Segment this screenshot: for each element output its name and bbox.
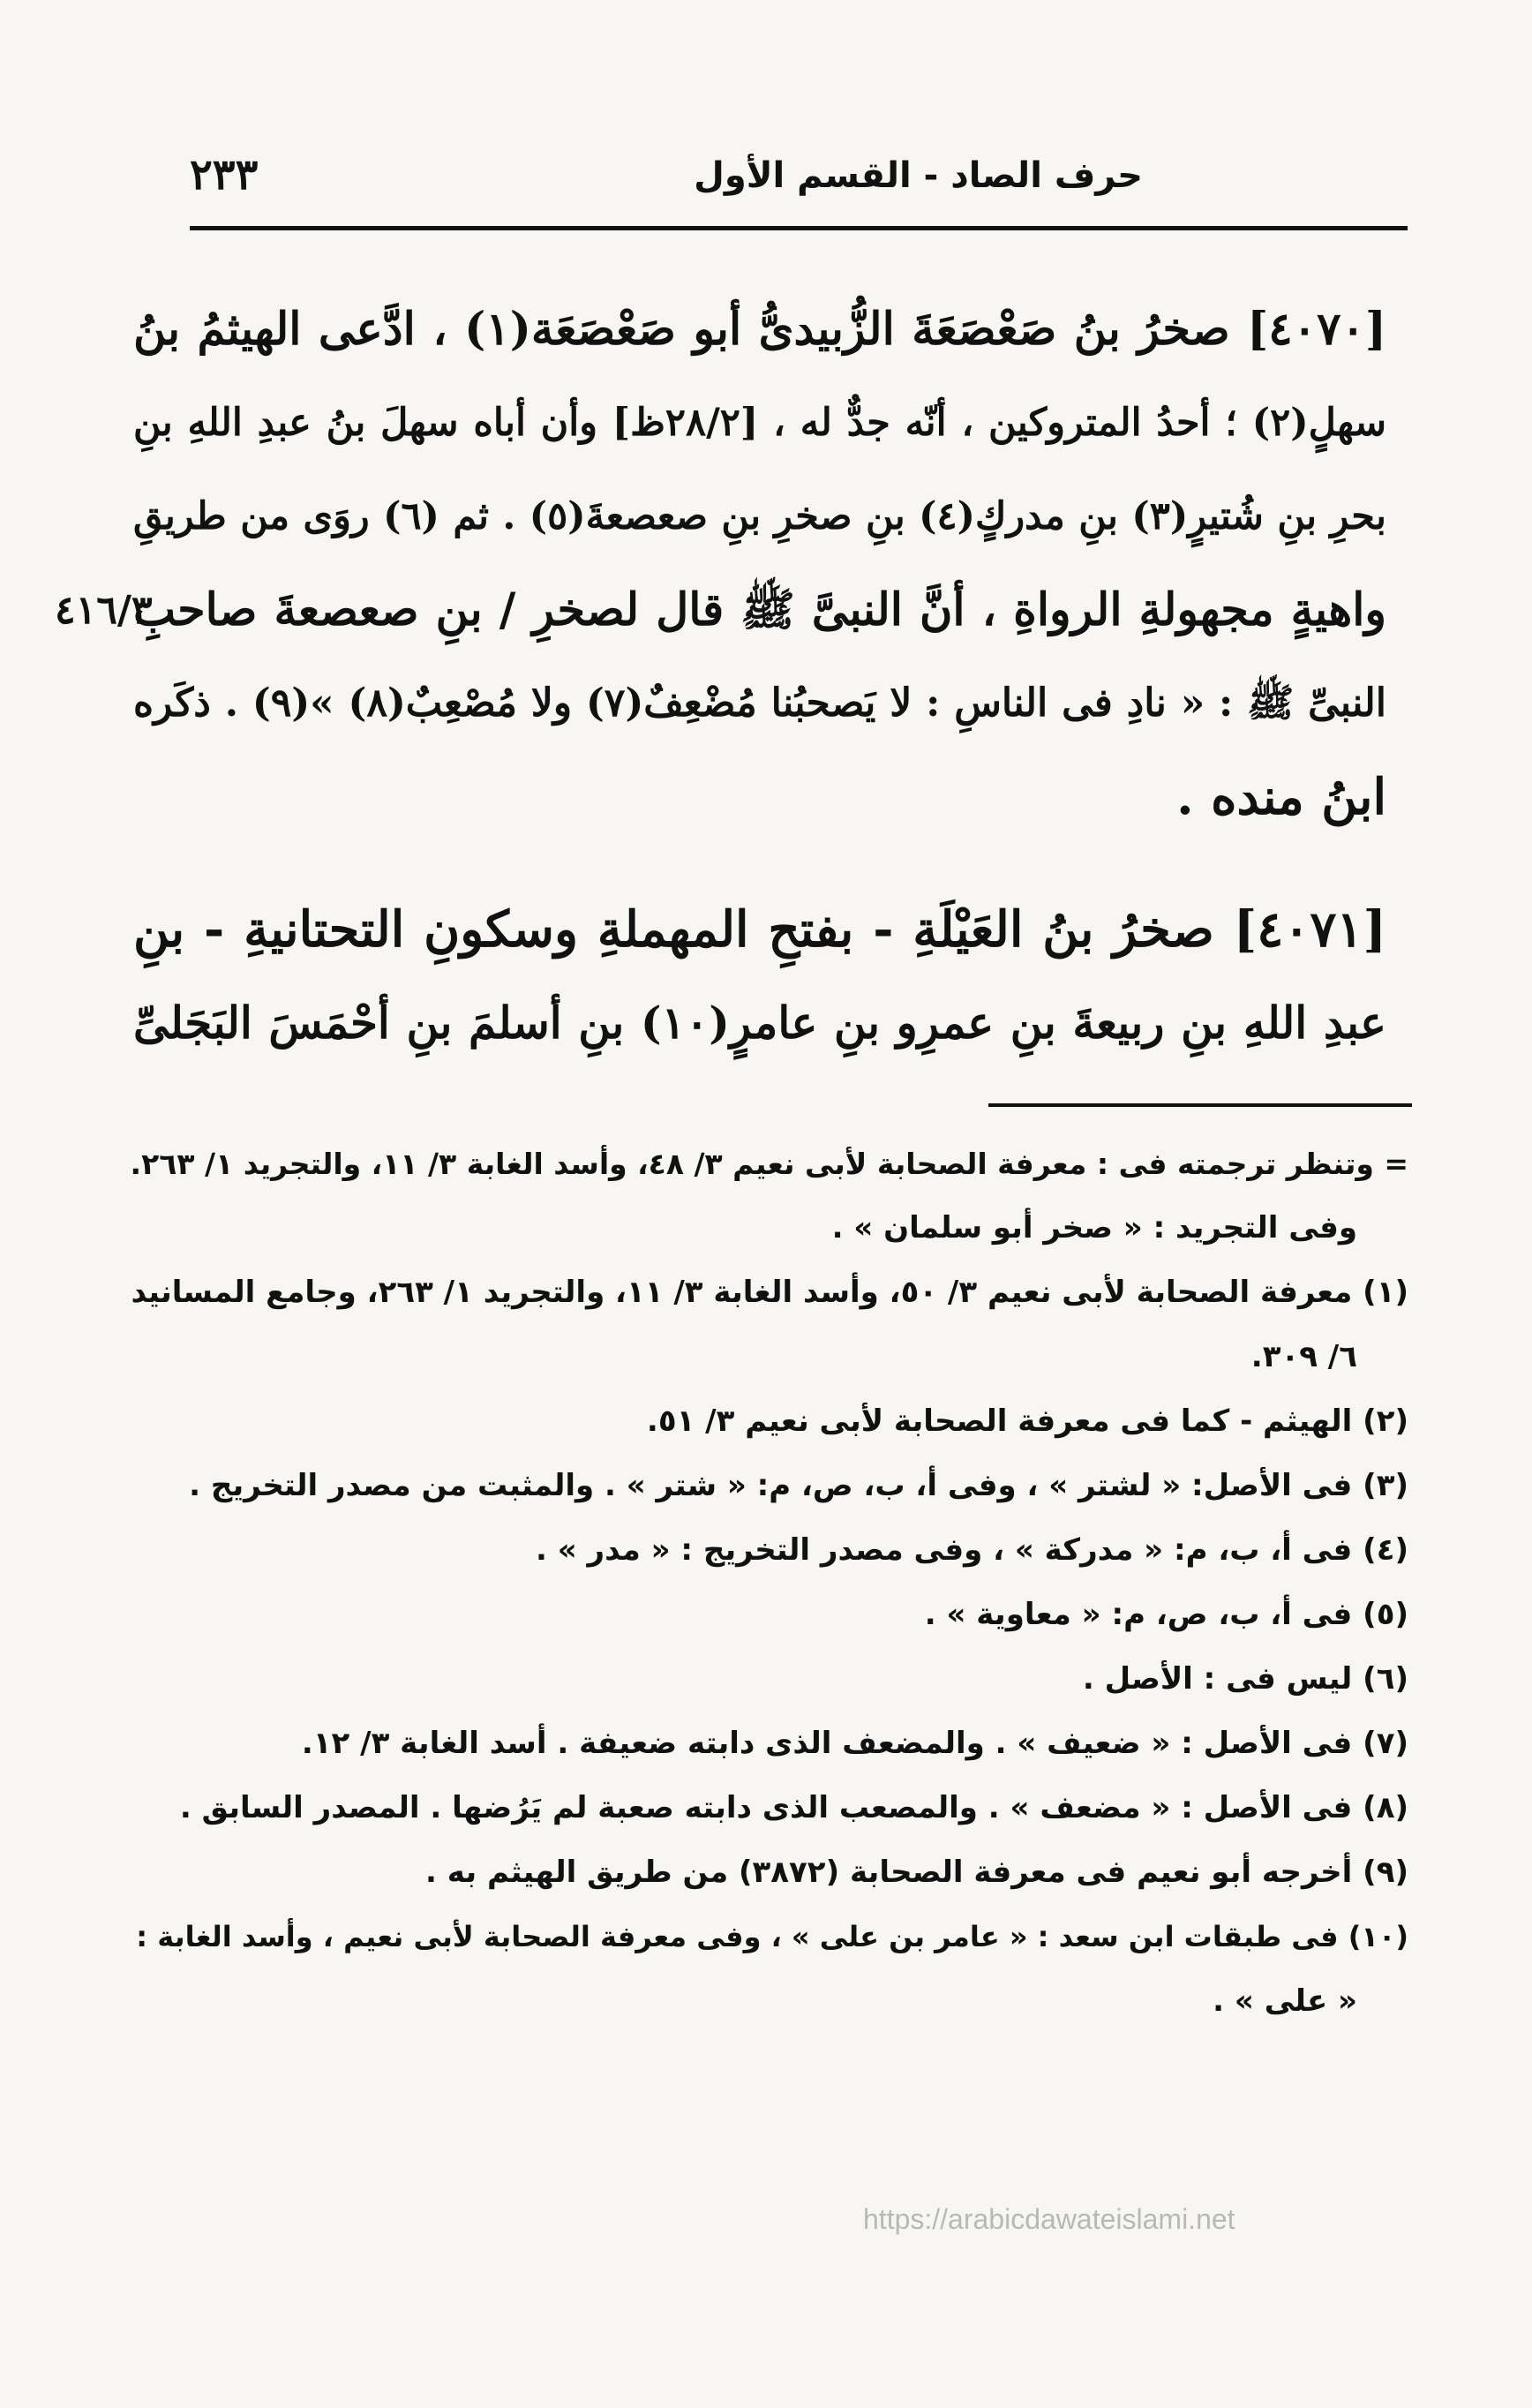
- text-line: النبىِّ ﷺ : « نادِ فى الناسِ : لا يَصحبُنا مُضْعِفٌ(٧) ولا مُصْعِبٌ(٨) »(٩) . ذكَره: [133, 681, 1386, 726]
- footnote-line: « على » .: [1213, 1983, 1357, 2019]
- footnote-line: (١) معرفة الصحابة لأبى نعيم ٣/ ٥٠، وأسد الغابة ٣/ ١١، والتجريد ١/ ٢٦٣، وجامع المسانيد: [131, 1275, 1408, 1310]
- page-number: ٢٣٣: [190, 150, 259, 199]
- footnotes: [111, 1132, 1408, 2034]
- text-line: ابنُ منده .: [1176, 768, 1386, 826]
- footnote-line: (٣) فى الأصل: « لشتر » ، وفى أ، ب، ص، م: « شتر » . والمثبت من مصدر التخريج .: [189, 1468, 1408, 1503]
- footnote-line: (٦) ليس فى : الأصل .: [1082, 1661, 1408, 1697]
- text-line: سهلٍ(٢) ؛ أحدُ المتروكين ، أنّه جدٌّ له ، [٢٨/٢ظ] وأن أباه سهلَ بنُ عبدِ اللهِ بنِ: [133, 401, 1386, 445]
- footnote-line: (٨) فى الأصل : « مضعف » . والمصعب الذى دابته صعبة لم يَرُضها . المصدر السابق .: [179, 1790, 1408, 1825]
- text-line: [٤٠٧٠] صخرُ بنُ صَعْصَعَةَ الزُّبيدىُّ أبو صَعْصَعَة(١) ، ادَّعى الهيثمُ بنُ: [133, 303, 1386, 356]
- entry-4071: [133, 883, 1386, 1070]
- header-rule: [190, 226, 1408, 230]
- footnote-rule: [988, 1103, 1412, 1107]
- text-line: [٤٠٧١] صخرُ بنُ العَيْلَةِ - بفتحِ المهملةِ وسكونِ التحتانيةِ - بنِ: [133, 900, 1386, 959]
- footnote-line: (٧) فى الأصل : « ضعيف » . والمضعف الذى دابته ضعيفة . أسد الغابة ٣/ ١٢.: [301, 1726, 1408, 1761]
- footnote-line: (٥) فى أ، ب، ص، م: « معاوية » .: [924, 1597, 1408, 1632]
- text-line: واهيةٍ مجهولةِ الرواةِ ، أنَّ النبىَّ ﷺ قال لصخرِ / بنِ صعصعةَ صاحبِ: [133, 583, 1386, 636]
- footnote-line: (٤) فى أ، ب، م: « مدركة » ، وفى مصدر التخريج : « مدر » .: [535, 1532, 1408, 1568]
- footnote-line: (١٠) فى طبقات ابن سعد : « عامر بن على » ، وفى معرفة الصحابة لأبى نعيم ، وأسد الغابة :: [136, 1920, 1408, 1953]
- chapter-title: حرف الصاد - القسم الأول: [694, 155, 1143, 196]
- text-line: بحرِ بنِ شُتيرٍ(٣) بنِ مدركٍ(٤) بنِ صخرِ بنِ صعصعةَ(٥) . ثم (٦) روَى من طريقِ: [133, 494, 1386, 538]
- footnote-line: (٩) أخرجه أبو نعيم فى معرفة الصحابة (٣٨٧٢) من طريق الهيثم به .: [425, 1855, 1408, 1890]
- footnote-line: = وتنظر ترجمته فى : معرفة الصحابة لأبى نعيم ٣/ ٤٨، وأسد الغابة ٣/ ١١، والتجريد ١/ ٢٦٣.: [130, 1147, 1408, 1181]
- footnote-line: وفى التجريد : « صخر أبو سلمان » .: [831, 1210, 1357, 1245]
- margin-reference: ٤١٦/٣: [55, 588, 153, 633]
- footnote-line: ٦/ ٣٠٩.: [1250, 1339, 1357, 1374]
- entry-4070: [133, 282, 1386, 844]
- watermark-url: https://arabicdawateislami.net: [863, 2203, 1235, 2235]
- footnote-line: (٢) الهيثم - كما فى معرفة الصحابة لأبى نعيم ٣/ ٥١.: [646, 1403, 1408, 1439]
- main-text: [133, 282, 1386, 1070]
- text-line: عبدِ اللهِ بنِ ربيعةَ بنِ عمرِو بنِ عامرٍ(١٠) بنِ أسلمَ بنِ أحْمَسَ البَجَلىِّ: [133, 997, 1386, 1049]
- running-header: [190, 150, 1408, 217]
